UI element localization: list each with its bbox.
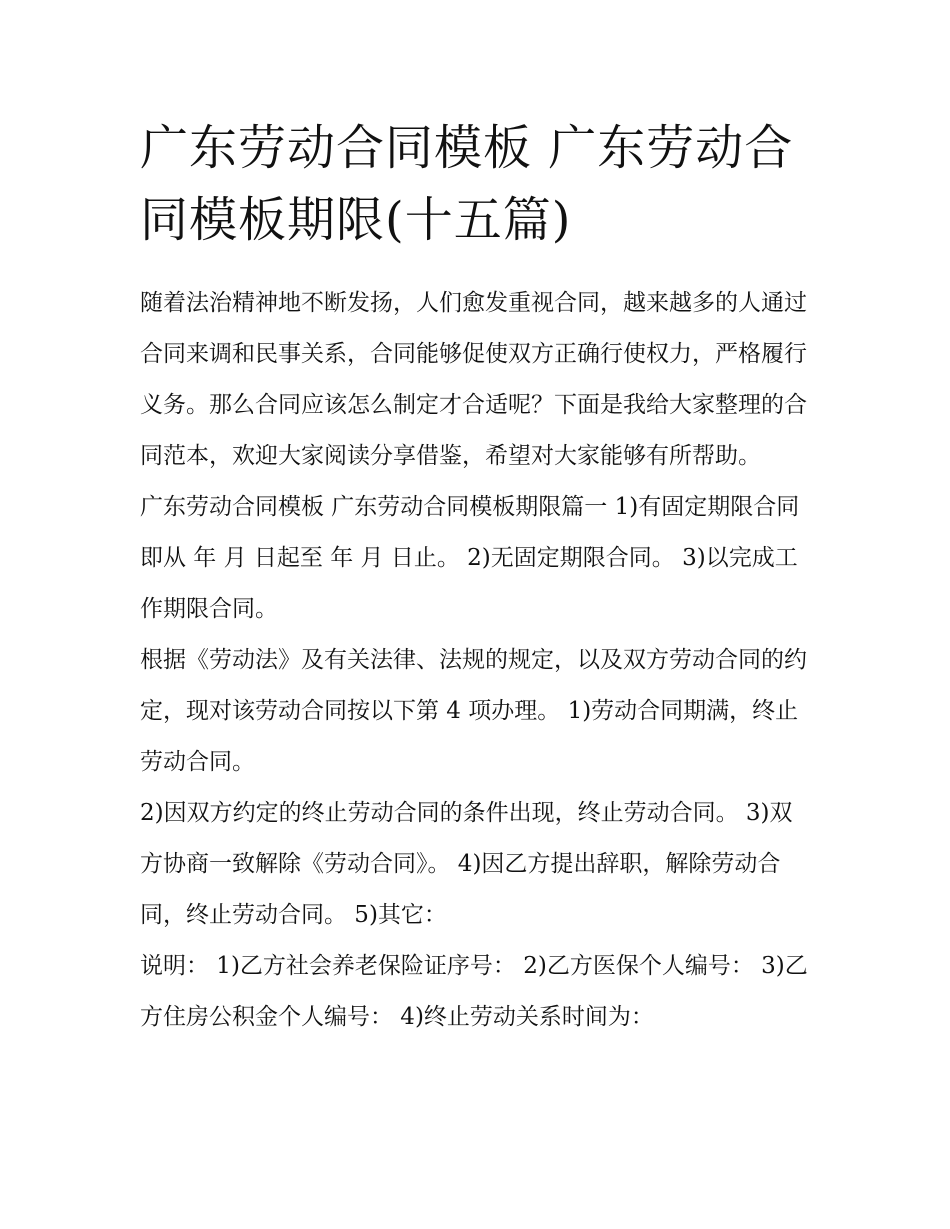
document-page <box>140 112 815 1043</box>
paragraph-contract-term: 广东劳动合同模板 广东劳动合同模板期限篇一 1)有固定期限合同即从 年 月 日起至 年 月 日止。 2)无固定期限合同。 3)以完成工作期限合同。 <box>140 494 800 622</box>
paragraph-termination-basis: 根据《劳动法》及有关法律、法规的规定，以及双方劳动合同的约定，现对该劳动合同按以下第 4 项办理。 1)劳动合同期满，终止劳动合同。 <box>140 647 807 775</box>
paragraph-intro: 随着法治精神地不断发扬，人们愈发重视合同，越来越多的人通过合同来调和民事关系，合同能够促使双方正确行使权力，严格履行义务。那么合同应该怎么制定才合适呢？下面是我给大家整理的合同范本，欢迎大家阅读分享借鉴，希望对大家能够有所帮助。 <box>140 290 807 469</box>
document-title: 广东劳动合同模板 广东劳动合同模板期限(十五篇) <box>140 120 794 248</box>
paragraph-termination-reasons: 2)因双方约定的终止劳动合同的条件出现，终止劳动合同。 3)双方协商一致解除《劳动合同》。 4)因乙方提出辞职，解除劳动合同，终止劳动合同。 5)其它： <box>140 800 793 928</box>
paragraph-notes: 说明： 1)乙方社会养老保险证序号： 2)乙方医保个人编号： 3)乙方住房公积金个人编号： 4)终止劳动关系时间为： <box>140 953 808 1030</box>
